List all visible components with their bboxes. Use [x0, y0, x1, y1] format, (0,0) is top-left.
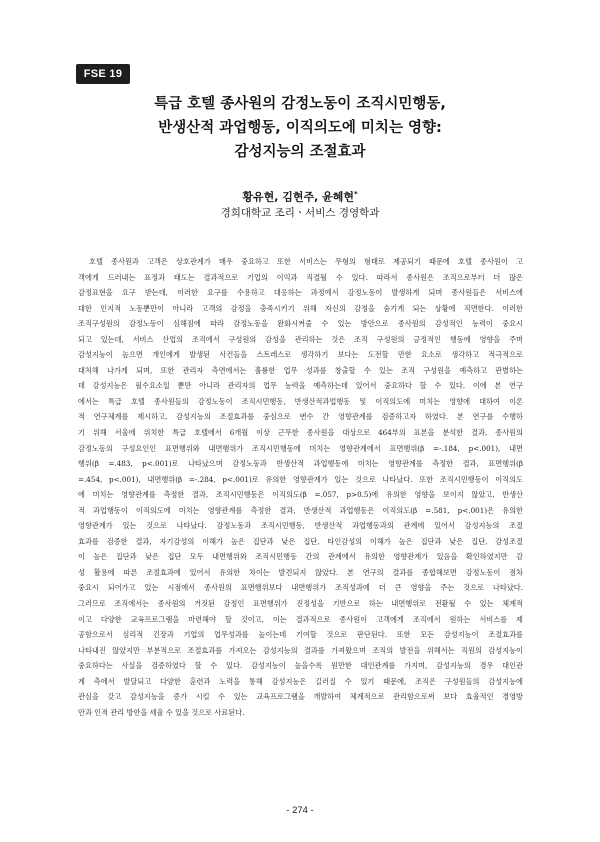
abstract-line: 데 감성지능은 필수요소일 뿐만 아니라 관리자의 업무 능력을 예측하는데 있어서 중요하다 할 수 있다. 이에 본 연구	[78, 381, 523, 391]
abstract-line: 안과 인적 관리 방안을 세울 수 있을 것으로 사료된다.	[78, 707, 245, 717]
abstract-line: 감정노동의 구성요인인 표면행위와 내면행위가 조직시민행동에 미치는 영향관계에서 표면행위(β =-.184, p<.001), 내면	[78, 443, 523, 453]
session-tag: FSE 19	[76, 64, 130, 84]
abstract-line: 행위(β =.483, p<.001)로 나타났으며 감정노동과 반생산적 과업행동에 미치는 영향관계를 측정한 결과, 표면행위(β	[78, 459, 523, 469]
abstract-line: 중요하다는 사실을 검증하였다 할 수 있다. 감성지능이 높을수록 원만한 대인관계를 가지며, 감성지능의 경우 대인관	[78, 661, 523, 671]
abstract-line: 기 위해 서울에 위치한 특급 호텔에서 6개월 이상 근무한 종사원을 대상으로 464부의 표본을 분석한 결과, 종사원의	[78, 428, 523, 438]
corresponding-author-mark: *	[353, 190, 358, 198]
abstract-line: 효과를 검증한 결과, 자기감성의 이해가 높은 집단과 낮은 집단, 타인감성의 이해가 높은 집단과 낮은 집단, 감성조절	[78, 536, 523, 546]
abstract-line: 관심을 갖고 감성지능을 증가 시킬 수 있는 교육프로그램을 개발하여 체계적으로 관리함으로써 보다 효율적인 경영방	[78, 692, 523, 702]
abstract-line: 적 연구체계를 제시하고, 감성지능의 조절효과를 중심으로 변수 간 영향관계를 검증하고자 하였다. 본 연구를 수행하	[78, 412, 523, 422]
abstract-line: 대처해 나가게 되며, 또한 관리자 측면에서는 훌륭한 업무 성과를 창출할 수 있는 조직 구성원을 예측하고 판별하는	[78, 365, 523, 375]
title-line-3: 감성지능의 조절효과	[234, 144, 366, 160]
abstract-line: 조직구성원의 감정노동이 심해짐에 따라 감정노동을 완화시켜줄 수 있는 방안으로 종사원의 감성적인 능력이 중요시	[78, 319, 523, 329]
abstract-line: 호텔 종사원과 고객은 상호관계가 매우 중요하고 또한 서비스는 무형의 형태로 제공되기 때문에 호텔 종사원이 고	[89, 257, 523, 266]
abstract-line: 나타내진 않았지만 부분적으로 조절효과를 가져오는 감성지능의 결과를 가져왔으며 조직의 발전을 위해서는 직원의 감성지능이	[78, 645, 523, 655]
abstract-line: 그러므로 조직에서는 종사원의 거짓된 감정인 표면행위가 진정성을 기반으로 하는 내면행위로 전환될 수 있는 체계적	[78, 599, 523, 609]
affiliation: 경희대학교 조리ㆍ서비스 경영학과	[220, 207, 380, 219]
abstract-line: 되고 있는데, 서비스 산업의 조직에서 구성원의 감성을 관리하는 것은 조직 구성원의 긍정적인 행동에 영향을 주며	[78, 334, 523, 344]
abstract-line: 공함으로서 심리적 긴장과 기업의 업무성과를 높이는데 기여할 것으로 판단된다. 또한 모든 감성지능이 조절효과를	[78, 630, 523, 640]
abstract-line: 감성지능이 높으면 개인에게 발생된 사건들을 스트레스로 생각하기 보다는 도전할 만한 요소로 생각하고 적극적으로	[78, 350, 523, 360]
abstract-line: 이 높은 집단과 낮은 집단 모두 내면행위와 조직시민행동 간의 관계에서 유의한 영향관계가 있음을 확인하였지만 감	[78, 552, 523, 562]
abstract-line: =.454, p<.001), 내면행위(β =-.284, p<.001)로 유의한 영향관계가 있는 것으로 나타났다. 또한 조직시민행동이 이직의도	[78, 474, 523, 484]
abstract-line: 에서는 특급 호텔 종사원들의 감정노동이 조직시민행동, 반생산적과업행동 및 이직의도에 미치는 영향에 대하여 이론	[78, 396, 523, 406]
abstract-body	[78, 254, 523, 720]
abstract-line: 계 측에서 발달되고 다양한 훈련과 노력을 통해 감성지능은 길러질 수 있기 때문에, 조직은 구성원들의 감성지능에	[78, 676, 523, 686]
title-line-2: 반생산적 과업행동, 이직의도에 미치는 영향:	[158, 120, 442, 136]
title-line-1: 특급 호텔 종사원의 감정노동이 조직시민행동,	[154, 96, 446, 112]
abstract-line: 적 과업행동이 이직의도에 미치는 영향관계를 측정한 결과, 반생산적 과업행동은 이직의도(β =.581, p<.001)은 유의한	[78, 505, 523, 515]
author-names: 황유현, 김현주, 윤혜현	[242, 190, 354, 204]
paper-title	[40, 92, 560, 164]
page-number: - 274 -	[286, 805, 314, 816]
abstract-line: 성 활용에 따른 조절효과에 있어서 유의한 차이는 발견되지 않았다. 본 연구의 결과를 종합해보면 감정노동이 점차	[78, 567, 523, 577]
abstract-line: 감정표현을 요구 받는데, 이러한 요구를 수용하고 대응하는 과정에서 감정노동이 발생하게 되며 종사원들은 서비스에	[78, 288, 523, 298]
abstract-line: 에 미치는 영향관계를 측정한 결과, 조직시민행동은 이직의도(β =.057, p>0.5)에 유의한 영향을 보이지 않았고, 반생산	[78, 490, 523, 500]
abstract-line: 영향관계가 있는 것으로 나타났다. 감정노동과 조직시민행동, 반생산적 과업행동과의 관계에 있어서 감성지능의 조절	[78, 521, 523, 531]
abstract-line: 대한 인지적 노동뿐만이 아니라 고객의 감정을 충족시키기 위해 자신의 감정을 숨기게 되는 상황에 직면한다. 이러한	[78, 303, 523, 313]
abstract-line: 객에게 드러내는 표정과 태도는 결과적으로 기업의 이익과 직결될 수 있다. 따라서 종사원은 조직으로부터 더 많은	[78, 272, 523, 282]
abstract-line: 이고 다양한 교육프로그램을 마련해야 할 것이고, 이는 결과적으로 종사원이 고객에게 조직에서 원하는 서비스를 제	[78, 614, 523, 624]
abstract-line: 중요시 되어가고 있는 시점에서 종사원의 표면행위보다 내면행위가 조직성과에 더 큰 영향을 주는 것으로 나타났다.	[78, 583, 523, 593]
